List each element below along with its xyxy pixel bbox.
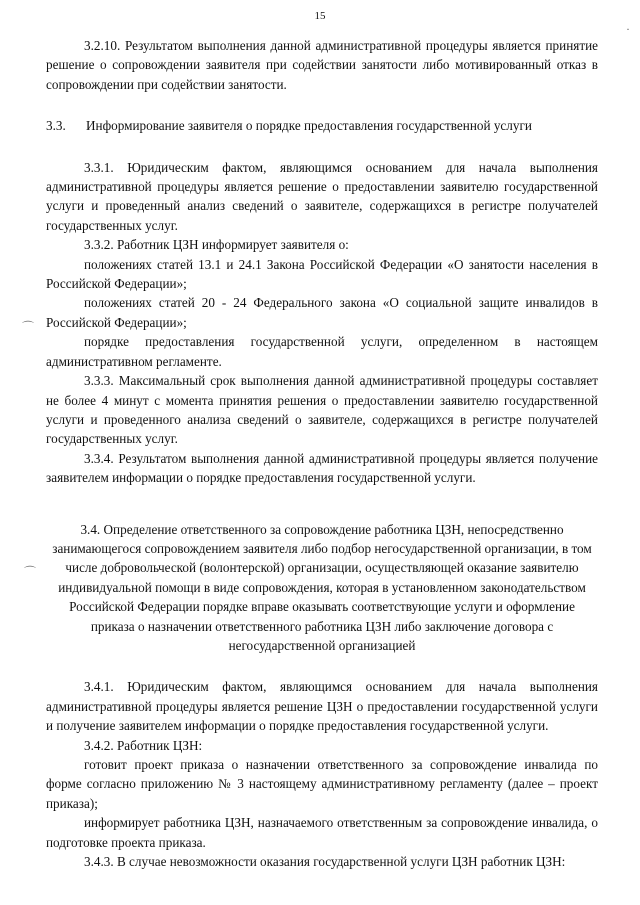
- paragraph-3-4-1: 3.4.1. Юридическим фактом, являющимся основанием для начала выполнения административной процедуры является решение ЦЗН о предоставлении государственной услуги и получение заявителем информации о порядке предоставления государственной услуги.: [46, 679, 598, 734]
- margin-mark: ·: [626, 22, 630, 36]
- paragraph-3-4-2: 3.4.2. Работник ЦЗН:: [84, 737, 203, 753]
- list-item: готовит проект приказа о назначении ответственного за сопровождение инвалида по форме согласно приложению № 3 настоящему административному регламенту (далее – проект приказа);: [46, 757, 598, 811]
- margin-mark: ⌒: [24, 565, 37, 579]
- paragraph-3-3-2: 3.3.2. Работник ЦЗН информирует заявителя о:: [84, 237, 349, 253]
- section-heading-3-3: [46, 116, 598, 135]
- margin-mark: ⌒: [22, 320, 35, 334]
- paragraph-3-4-3: 3.4.3. В случае невозможности оказания государственной услуги ЦЗН работник ЦЗН:: [84, 854, 566, 870]
- list-item: положениях статей 20 - 24 Федерального закона «О социальной защите инвалидов в Российской Федерации»;: [46, 295, 598, 330]
- paragraph-3-3-4: 3.3.4. Результатом выполнения данной административной процедуры является получение заявителем информации о порядке предоставления государственной услуги.: [46, 450, 598, 486]
- page-number: 15: [314, 10, 326, 22]
- paragraph-3-3-3: 3.3.3. Максимальный срок выполнения данной административной процедуры составляет не более 4 минут с момента принятия решения о предоставлении заявителю государственной услуги и проведенного анализа сведений о заявителе, содержащихся в регистре получателей государственных услуг.: [46, 373, 598, 447]
- list-item: положениях статей 13.1 и 24.1 Закона Российской Федерации «О занятости населения в Российской Федерации»;: [46, 256, 598, 292]
- document-body: [46, 36, 598, 871]
- paragraph-3-2-10: 3.2.10. Результатом выполнения данной административной процедуры является принятие решение о сопровождении заявителя при содействии занятости либо мотивированный отказ в сопровождении при содействии занятости.: [46, 38, 598, 92]
- list-item: информирует работника ЦЗН, назначаемого ответственным за сопровождение инвалида, о подготовке проекта приказа.: [46, 815, 598, 850]
- paragraph-3-3-1: 3.3.1. Юридическим фактом, являющимся основанием для начала выполнения административной процедуры является решение о предоставлении заявителю государственной услуги и проведенный анализ сведений о заявителе, содержащихся в регистре получателей государственных услуг.: [46, 159, 598, 233]
- section-heading-3-4: 3.4. Определение ответственного за сопровождение работника ЦЗН, непосредственно занимающегося сопровождением заявителя либо подбор негосударственной организации, в том числе добровольческой (волонтерской) организации, осуществляющей оказание заявителю индивидуальной помощи в виде сопровождения, которая в установленном законодательством Российской Федерации порядке вправе оказывать соответствующие услуги и оформление приказа о назначении ответственного работника ЦЗН либо заключение договора с негосударственной организацией: [52, 521, 592, 653]
- list-item: порядке предоставления государственной услуги, определенном в настоящем административном регламенте.: [46, 334, 598, 369]
- section-number: 3.3.: [46, 118, 66, 134]
- section-title: Информирование заявителя о порядке предоставления государственной услуги: [86, 118, 532, 134]
